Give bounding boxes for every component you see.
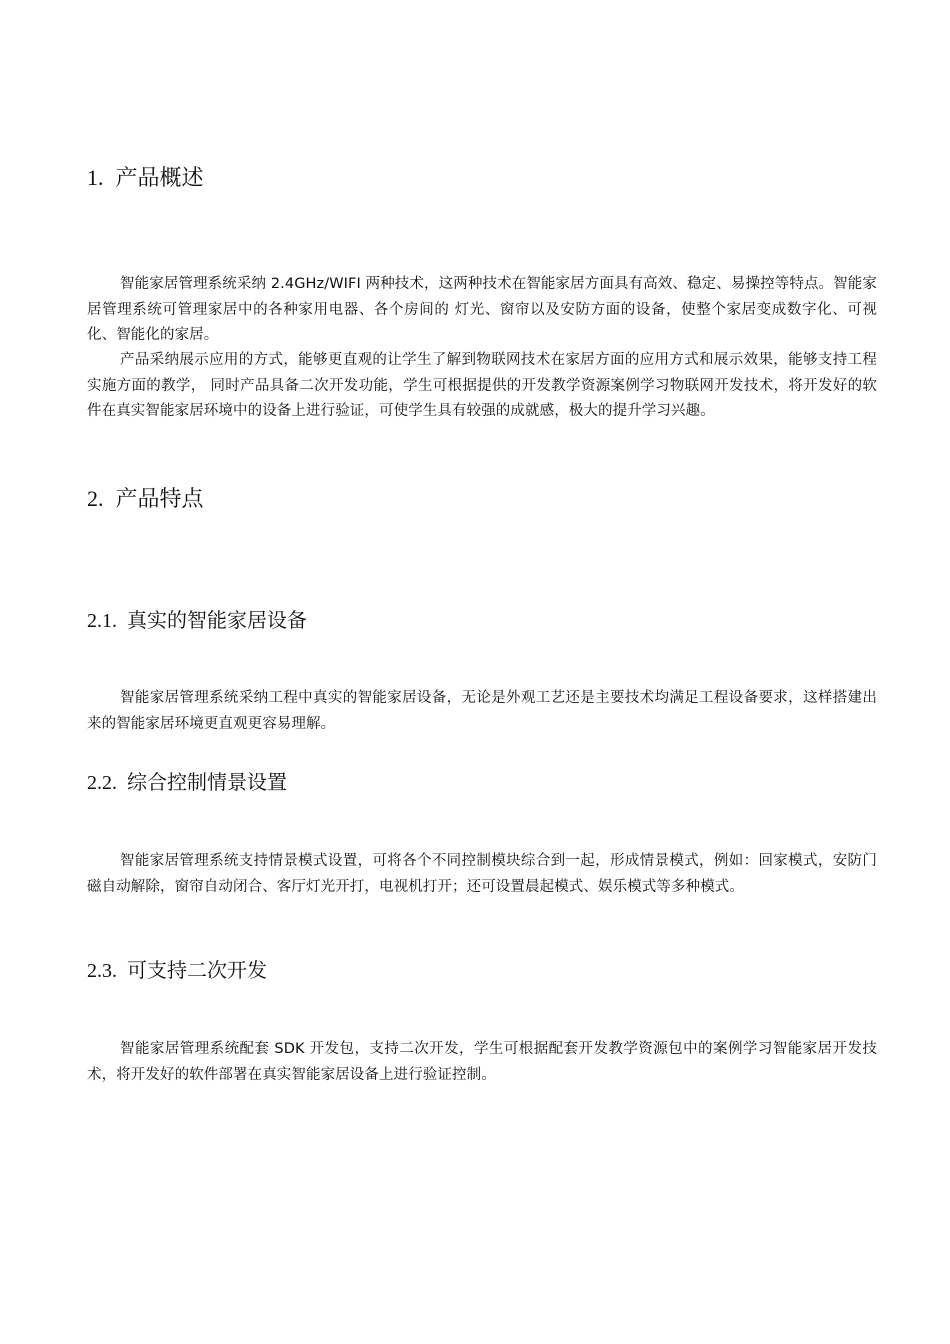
heading-number: 2.3. [87,960,117,982]
heading-title: 可支持二次开发 [127,958,267,982]
heading-scene-control [87,768,287,797]
heading-title: 真实的智能家居设备 [127,608,307,632]
paragraph-real-devices: 智能家居管理系统采纳工程中真实的智能家居设备，无论是外观工艺还是主要技术均满足工程设备要求，这样搭建出来的智能家居环境更直观更容易理解。 [87,690,877,732]
heading-number: 1. [87,165,104,190]
heading-title: 产品特点 [115,487,204,512]
heading-product-overview [87,163,204,194]
heading-secondary-dev [87,956,267,985]
heading-title: 产品概述 [115,166,204,191]
heading-product-features [87,484,204,515]
paragraph-scene-control: 智能家居管理系统支持情景模式设置，可将各个不同控制模块综合到一起，形成情景模式，例如：回家模式，安防门磁自动解除，窗帘自动闭合、客厅灯光开打，电视机打开；还可设置晨起模式、娱乐模式等多种模式。 [87,853,877,895]
heading-number: 2.2. [87,772,117,794]
paragraph-overview-2: 产品采纳展示应用的方式，能够更直观的让学生了解到物联网技术在家居方面的应用方式和展示效果，能够支持工程实施方面的教学， 同时产品具备二次开发功能，学生可根据提供的开发教学资源案例学习物联网开发技术，将开发好的软件在真实智能家居环境中的设备上进行验证，可使学生具有较强的成就感，极大的提升学习兴趣。 [87,352,877,419]
heading-number: 2.1. [87,610,117,632]
paragraph-overview-1: 智能家居管理系统采纳 2.4GHz/WIFI 两种技术，这两种技术在智能家居方面具有高效、稳定、易操控等特点。智能家居管理系统可管理家居中的各种家用电器、各个房间的 灯光、窗帘以及安防方面的设备，使整个家居变成数字化、可视化、智能化的家居。 [87,276,877,343]
heading-number: 2. [87,486,104,511]
heading-real-devices [87,606,307,635]
heading-title: 综合控制情景设置 [127,770,287,794]
paragraph-secondary-dev: 智能家居管理系统配套 SDK 开发包，支持二次开发，学生可根据配套开发教学资源包中的案例学习智能家居开发技术，将开发好的软件部署在真实智能家居设备上进行验证控制。 [87,1041,877,1083]
